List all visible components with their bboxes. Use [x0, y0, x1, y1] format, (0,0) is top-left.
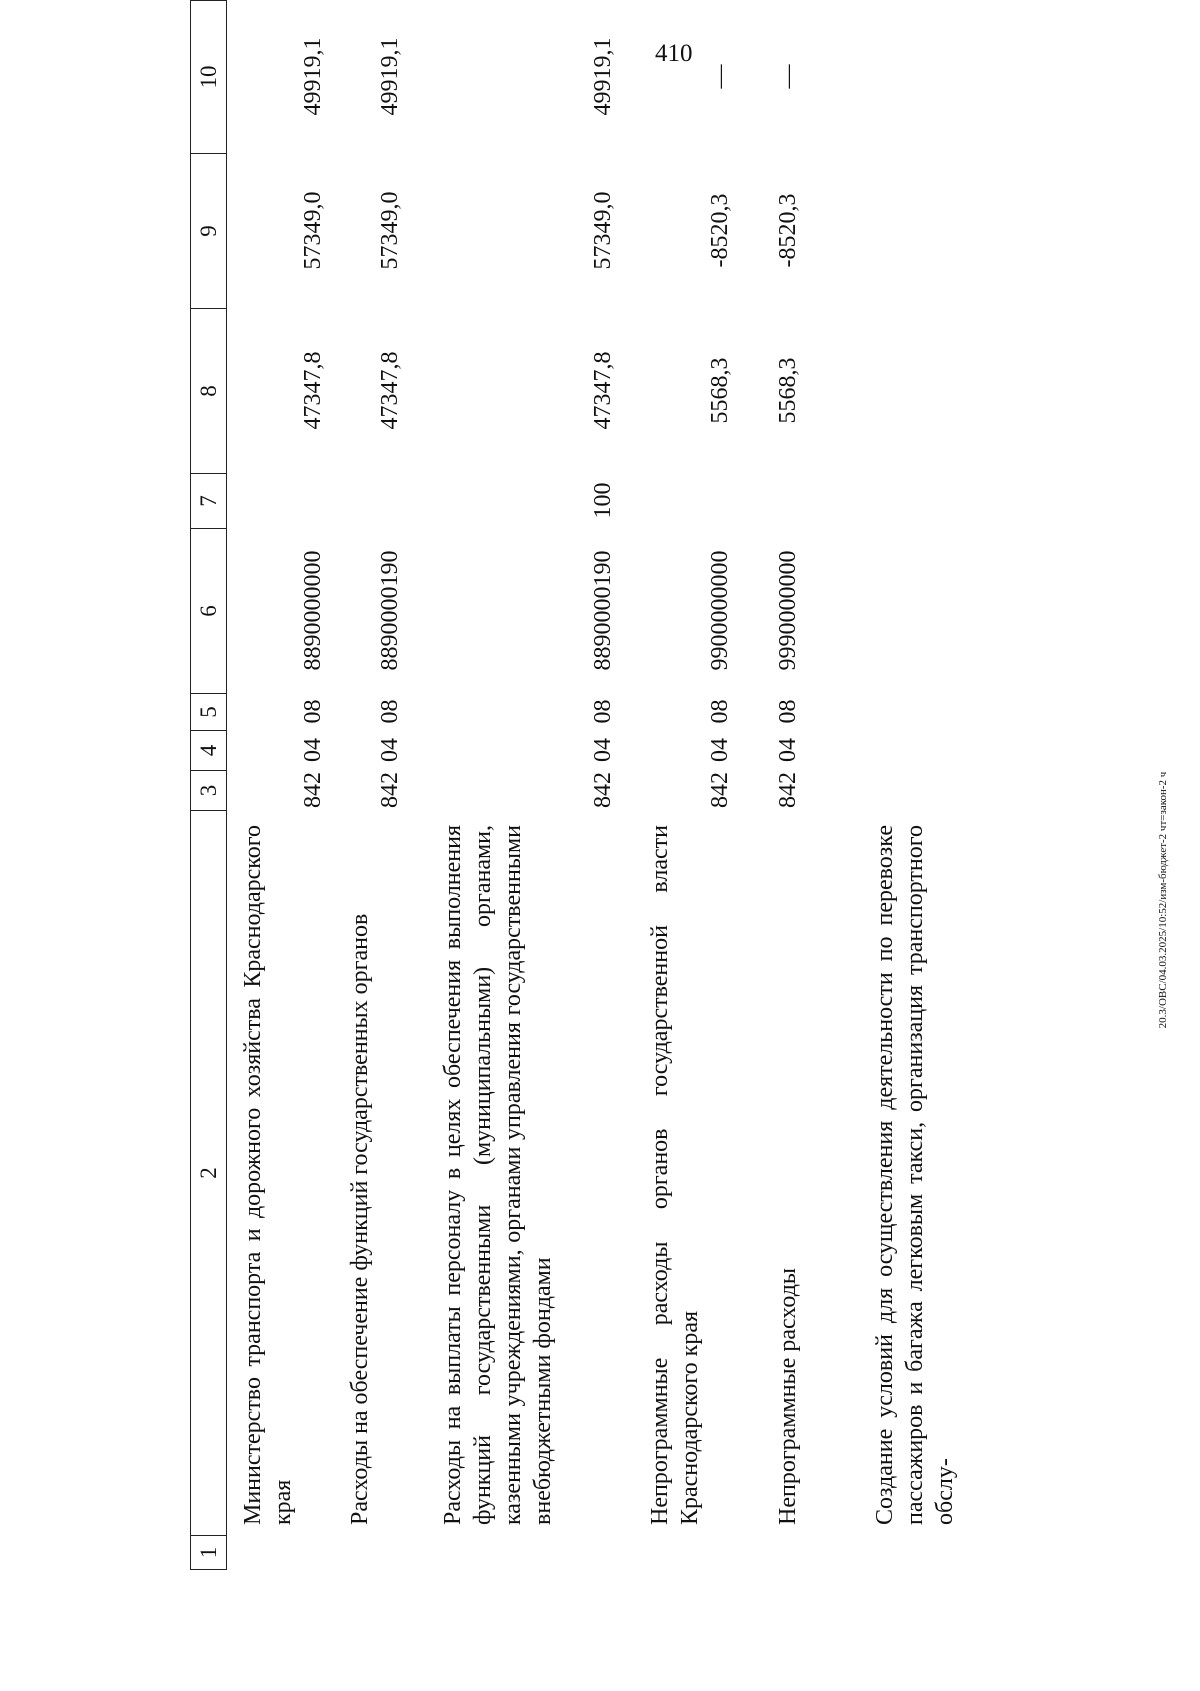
cell-c3: 842: [707, 772, 733, 808]
row-name: Создание условий для осуществления деятельности по перевозке пассажиров и багажа легковым такси, организация транспортного обслу-: [872, 825, 958, 1525]
cell-c10: 49919,1: [590, 37, 616, 116]
cell-c5: 08: [300, 699, 326, 724]
cell-c4: 04: [707, 738, 733, 762]
cell-c4: 04: [377, 738, 403, 762]
page-number: 410: [655, 40, 693, 67]
cell-c5: 08: [377, 699, 403, 724]
footer-code: 20.3/OBC/04.03.2025/10:52/изм-бюджет-2 чт=закон-2 ч: [1157, 771, 1169, 1029]
column-header-10: 10: [191, 0, 226, 153]
row-name: Непрограммные расходы органов государственной власти Краснодарского края: [647, 825, 703, 1525]
cell-c6: 8890000000: [300, 550, 326, 671]
cell-c3: 842: [590, 772, 616, 808]
column-header-3: 3: [191, 770, 226, 810]
budget-table: [190, 0, 1200, 1570]
cell-c3: 842: [300, 772, 326, 808]
cell-c10: 49919,1: [300, 37, 326, 116]
cell-c7: 100: [590, 482, 616, 519]
cell-c5: 08: [775, 699, 801, 724]
table-row: [438, 0, 618, 1570]
cell-c9: -8520,3: [775, 193, 801, 268]
column-header-2: 2: [191, 810, 226, 1535]
cell-c8: 47347,8: [377, 351, 403, 430]
column-header-7: 7: [191, 473, 226, 528]
table-row: [238, 0, 328, 1570]
cell-c9: 57349,0: [590, 191, 616, 270]
cell-c9: 57349,0: [300, 191, 326, 270]
cell-c6: 8890000190: [377, 550, 403, 671]
cell-c9: 57349,0: [377, 191, 403, 270]
table-row: [645, 0, 735, 1570]
row-name: Расходы на выплаты персоналу в целях обеспечения выполнения функций государственными (муниципальными) органами, казенными учреждениями, органами управления государственными внебюджетными фондами: [440, 825, 556, 1525]
column-header-1: 1: [191, 1535, 226, 1570]
column-header-6: 6: [191, 528, 226, 693]
cell-c10: 49919,1: [377, 37, 403, 116]
column-header-9: 9: [191, 153, 226, 308]
cell-c8: 47347,8: [300, 351, 326, 430]
row-name: Министерство транспорта и дорожного хозяйства Краснодарского края: [240, 825, 296, 1525]
cell-c5: 08: [590, 699, 616, 724]
row-name: Непрограммные расходы: [775, 1267, 801, 1525]
row-name: Расходы на обеспечение функций государственных органов: [347, 913, 373, 1525]
cell-c4: 04: [775, 738, 801, 762]
cell-c8: 47347,8: [590, 351, 616, 430]
column-header-8: 8: [191, 308, 226, 473]
column-header-5: 5: [191, 693, 226, 730]
cell-c4: 04: [590, 738, 616, 762]
table-row: [773, 0, 803, 1570]
cell-c10: —: [775, 64, 801, 89]
table-row: [870, 0, 990, 1570]
cell-c6: 9900000000: [707, 550, 733, 671]
cell-c3: 842: [377, 772, 403, 808]
cell-c10: —: [707, 64, 733, 89]
cell-c6: 9990000000: [775, 550, 801, 671]
cell-c5: 08: [707, 699, 733, 724]
table-row: [345, 0, 405, 1570]
cell-c8: 5568,3: [707, 357, 733, 424]
table-header-row: [190, 0, 227, 1570]
cell-c9: -8520,3: [707, 193, 733, 268]
cell-c3: 842: [775, 772, 801, 808]
column-header-4: 4: [191, 730, 226, 770]
cell-c4: 04: [300, 738, 326, 762]
cell-c6: 8890000190: [590, 550, 616, 671]
cell-c8: 5568,3: [775, 357, 801, 424]
